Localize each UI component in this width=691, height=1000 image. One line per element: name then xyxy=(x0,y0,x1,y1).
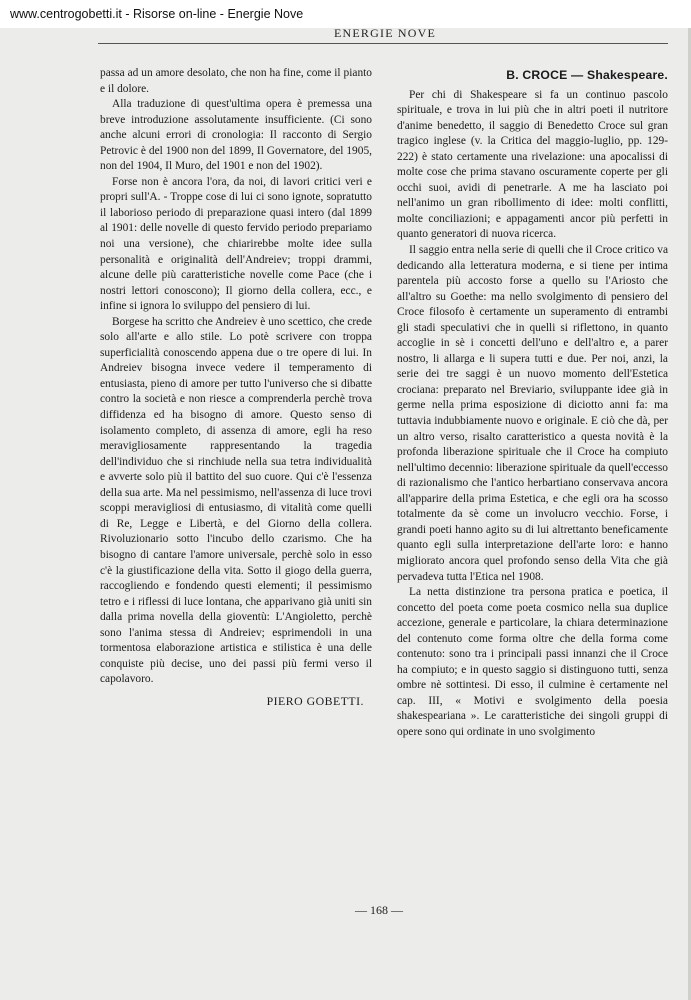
paragraph: Forse non è ancora l'ora, da noi, di lavori critici veri e propri sull'A. - Troppe cose di lui ci sono ignote, sopratutto il laborioso periodo di preparazione quasi intero (dal 1899 al 1901: delle novelle di questo fervido periodo prepariamo noi una versione), che chiarirebbe molte idee sulla personalità e originalità dell'Andreiev; troppi drammi, alcune delle più caratteristiche novelle come Pace (che i nostri lettori conoscono); Il giorno della collera, ecc., e infine si ignora lo sviluppo del pensiero di lui. xyxy=(100,175,372,313)
paragraph: Per chi di Shakespeare si fa un continuo pascolo spirituale, e trova in lui più che in altri poeti il nutritore d'anime benedetto, il saggio di Benedetto Croce sul gran tragico inglese (v. la Critica del maggio-luglio, pp. 129-222) è stato certamente una rivelazione: una apocalissi di molte cose che prima stavano oscuramente coperte per gli occhi suoi, avidi di penetrarle. A me ha lasciato poi nell'animo un gran ribollimento di idee: molti conflitti, molte conciliazioni; e appagamenti ancor più perfetti in quanto generatori di nuova ricerca. xyxy=(397,88,668,241)
left-column xyxy=(100,66,372,709)
paragraph: Il saggio entra nella serie di quelli che il Croce critico va dedicando alla letteratura moderna, e si tiene per intima parentela più accosto forse a quello su l'Ariosto che all'altro su Goethe: ma nello svolgimento di pensiero del Croce filosofo è certamente un superamento di entrambi gli stadi speculativi che in quelli si riflettono, in quanto accoglie in sè i concetti dell'uno e dell'altro e, a parer nostro, li allarga e li supera tutti e due. Per noi, anzi, la serie dei tre saggi è un nuovo momento dell'Estetica crociana: preparato nel Breviario, sviluppante idee già in germe nella prima esposizione di diciotto anni fa: ma tuttavia indubbiamente nuovo e originale. E ciò che dà, per un altro verso, risalto caratteristico a questa novità è la profonda liberazione spirituale che il Croce ha compiuto nell'ultimo decennio: liberazione spirituale da quell'eccesso di razionalismo che l'antico herbartiano conservava ancora all'apparire della prima Estetica, e che egli ora ha scosso totalmente da sè come un involucro vecchio. Forse, i grandi poeti hanno agito su di lui altrettanto beneficamente quanto egli sulla interpretazione dell'arte loro: e hanno migliorato ancora quel profondo senso della Vita che già pervadeva tutta l'Etica nel 1908. xyxy=(397,244,668,583)
article-title: B. CROCE — Shakespeare. xyxy=(506,68,668,82)
paragraph: passa ad un amore desolato, che non ha fine, come il pianto e il dolore. xyxy=(100,67,372,95)
header-rule xyxy=(98,43,668,44)
site-header-bar xyxy=(0,0,691,28)
author-signature: PIERO GOBETTI. xyxy=(266,693,364,708)
site-header-text: www.centrogobetti.it - Risorse on-line - Energie Nove xyxy=(10,7,304,21)
paragraph: Borgese ha scritto che Andreiev è uno scettico, che crede solo all'arte e allo stile. Lo potè scrivere con troppa superficialità conoscendo appena due o tre opere di lui. In Andreiev bisogna invece vedere il temperamento di entusiasta, pieno di amore per tutto l'universo che si dibatte contro la società e non riesce a comprenderla perchè trova diffidenza ed ha bisogno di amore. Questo senso di isolamento completo, di assenza di amore, egli ha reso meravigliosamente rappresentando la tragedia dell'individuo che si rinchiude nella sua tetra individualità e avverte solo più il battito del suo cuore. Qui c'è l'essenza della sua arte. Ma nel pessimismo, nell'assenza di luce trovi scoppi meravigliosi di entusiasmo, di vitalità come quelli di Re, Legge e Libertà, e del Giorno della collera. Rivoluzionario sotto l'incubo dello czarismo. Che ha bisogno di cantare l'amore universale, perchè solo in esso c'è la giustificazione della vita. Sotto il giogo della guerra, raccogliendo e fondendo questi elementi; il pessimismo tetro e i riflessi di luce lontana, che apparivano già uniti sin dalla prima novella della gioventù: L'Angioletto, perchè sono l'anima stessa di Andreiev; esprimendoli in una tormentosa elaborazione artistica e stilistica è una delle conquiste più decise, uno dei passi più fermi verso il capolavoro. xyxy=(100,315,372,686)
page-number: — 168 — xyxy=(355,903,403,917)
running-head: ENERGIE NOVE xyxy=(334,26,437,40)
right-column xyxy=(397,68,668,741)
paragraph: La netta distinzione tra persona pratica e poetica, il concetto del poeta come poeta cosmico nella sua duplice accezione, generale e particolare, la chiara determinazione del contenuto come forma oltre che della forma come contenuto: sono tra i principali passi innanzi che il Croce ha compiuto; e in questo saggio si distinguono tutti, senza ombre nè sottintesi. Di esso, il culmine è certamente nel cap. III, « Motivi e svolgimento della poesia shakespeariana ». Le caratteristiche dei singoli gruppi di opere sono qui ordinate in uno svolgimento xyxy=(397,586,668,738)
paragraph: Alla traduzione di quest'ultima opera è premessa una breve introduzione assolutamente insufficiente. (Ci sono anche alcuni errori di cronologia: Il racconto di Sergio Petrovic è del 1900 non del 1899, Il Governatore, del 1905, non del 1904, Il Muro, del 1901 e non del 1902). xyxy=(100,98,372,173)
